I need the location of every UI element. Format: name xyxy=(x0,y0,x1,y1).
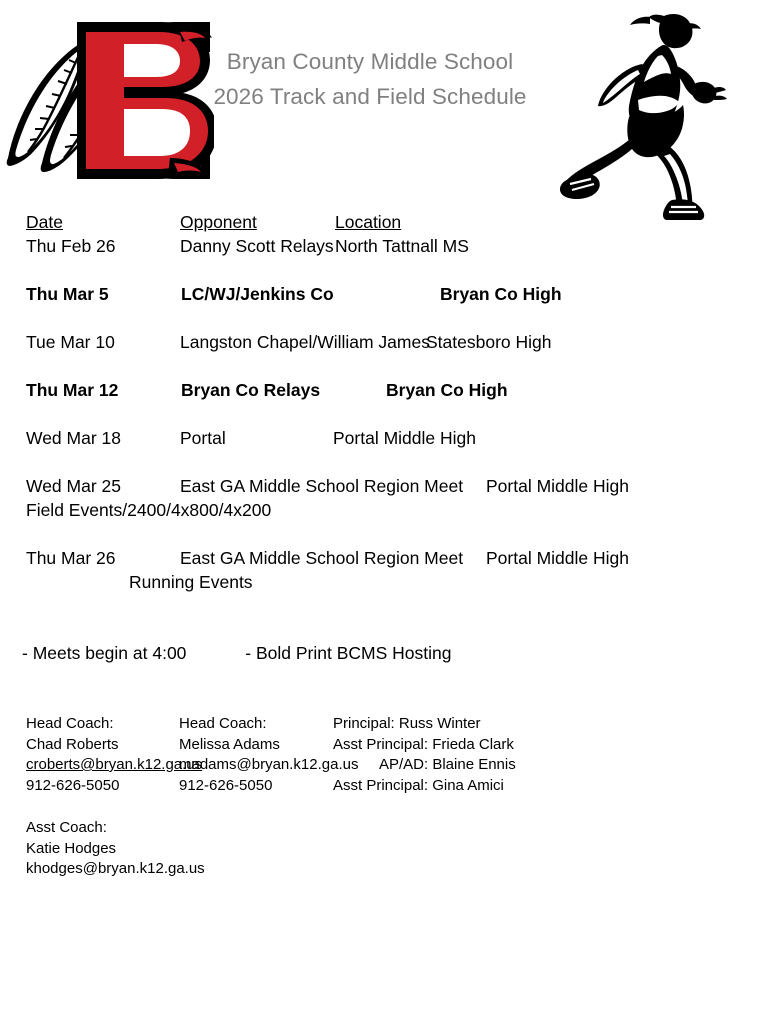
asst-coach-email[interactable]: khodges@bryan.k12.ga.us xyxy=(26,860,205,877)
table-row xyxy=(0,548,768,596)
asst-principal-2-name: Asst Principal: Gina Amici xyxy=(333,776,504,794)
head-coach-2-name: Melissa Adams xyxy=(179,735,280,753)
schedule-header-row xyxy=(0,212,768,236)
head-coach-1-name: Chad Roberts xyxy=(26,735,119,753)
contacts-block xyxy=(0,714,768,796)
page-title: 2026 Track and Field Schedule xyxy=(213,84,527,109)
row-date: Thu Mar 12 xyxy=(26,380,119,400)
row-location: Statesboro High xyxy=(426,332,552,352)
row-date: Wed Mar 25 xyxy=(26,476,121,496)
asst-coach-label: Asst Coach: xyxy=(26,819,107,836)
head-coach-1-email[interactable]: croberts@bryan.k12.ga.us xyxy=(26,756,203,773)
row-location: Bryan Co High xyxy=(440,284,562,304)
running-athlete-silhouette xyxy=(546,4,736,222)
row-date: Wed Mar 18 xyxy=(26,428,121,448)
row-opponent: Langston Chapel/William James xyxy=(180,332,430,352)
title-block xyxy=(205,44,535,114)
column-header-opponent: Opponent xyxy=(180,212,257,232)
asst-principal-1-name: Asst Principal: Frieda Clark xyxy=(333,735,514,753)
head-coach-2-email[interactable]: madams@bryan.k12.ga.us xyxy=(179,756,359,773)
head-coach-2-phone: 912-626-5050 xyxy=(179,776,273,794)
row-date: Thu Feb 26 xyxy=(26,236,116,256)
row-location: Portal Middle High xyxy=(333,428,476,448)
row-location: Portal Middle High xyxy=(486,476,629,496)
head-coach-2-label: Head Coach: xyxy=(179,715,267,732)
contacts-row xyxy=(0,735,768,756)
asst-coach-name: Katie Hodges xyxy=(26,839,117,857)
contacts-row xyxy=(0,755,768,776)
principal-label: Principal: Russ Winter xyxy=(333,715,481,732)
row-date: Tue Mar 10 xyxy=(26,332,115,352)
document-header xyxy=(0,0,768,210)
ap-ad-name: AP/AD: Blaine Ennis xyxy=(379,756,516,773)
bryan-county-bc-logo xyxy=(2,8,214,193)
note-bold-legend: - Bold Print BCMS Hosting xyxy=(245,643,452,663)
note-meet-time: - Meets begin at 4:00 xyxy=(22,643,187,663)
row-date: Thu Mar 5 xyxy=(26,284,109,304)
table-row xyxy=(0,428,768,452)
row-opponent: East GA Middle School Region Meet xyxy=(180,476,464,496)
column-header-location: Location xyxy=(335,212,402,232)
row-subline: Running Events xyxy=(129,572,253,592)
asst-coach-block xyxy=(26,818,205,880)
school-name: Bryan County Middle School xyxy=(226,49,514,74)
table-row xyxy=(0,332,768,356)
row-opponent: Bryan Co Relays xyxy=(181,380,321,400)
contacts-row xyxy=(0,776,768,797)
head-coach-1-label: Head Coach: xyxy=(26,715,114,732)
row-opponent: Danny Scott Relays xyxy=(180,236,334,256)
row-opponent: East GA Middle School Region Meet xyxy=(180,548,464,568)
row-subline: Field Events/2400/4x800/4x200 xyxy=(26,500,272,520)
table-row xyxy=(0,236,768,260)
row-opponent: Portal xyxy=(180,428,226,448)
row-location: North Tattnall MS xyxy=(335,236,469,256)
head-coach-1-phone: 912-626-5050 xyxy=(26,776,120,794)
column-header-date: Date xyxy=(26,212,63,232)
contacts-row xyxy=(0,714,768,735)
table-row xyxy=(0,284,768,308)
schedule-notes xyxy=(22,643,451,664)
row-opponent: LC/WJ/Jenkins Co xyxy=(181,284,334,304)
row-location: Portal Middle High xyxy=(486,548,629,568)
schedule-table xyxy=(0,212,768,596)
row-date: Thu Mar 26 xyxy=(26,548,116,568)
table-row xyxy=(0,380,768,404)
row-location: Bryan Co High xyxy=(386,380,508,400)
table-row xyxy=(0,476,768,524)
